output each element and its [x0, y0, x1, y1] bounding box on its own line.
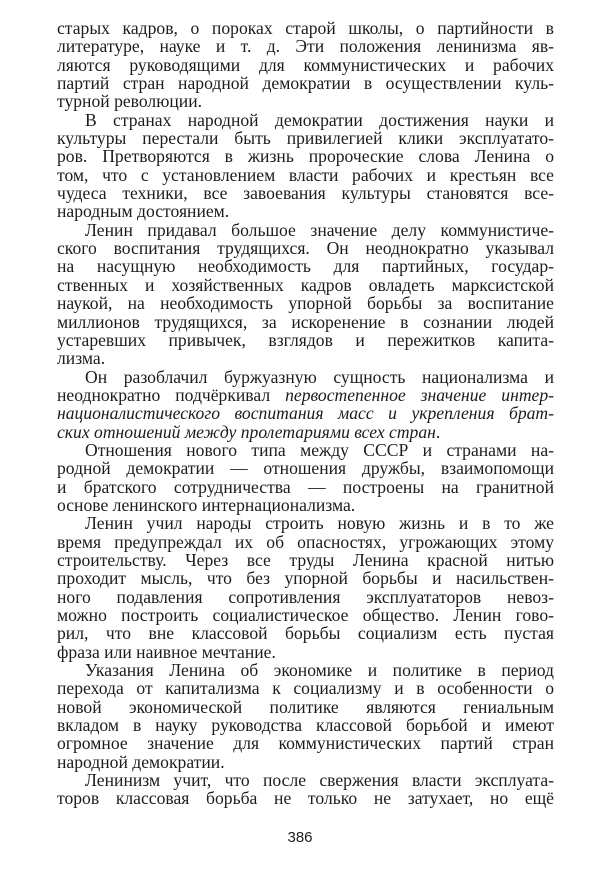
text-line	[57, 753, 554, 771]
text-segment: ского воспитания трудящихся. Он неоднократно указывал	[57, 238, 554, 259]
text-line	[57, 92, 554, 110]
text-line	[57, 459, 554, 477]
text-line	[57, 661, 554, 679]
text-segment: неоднократно подчёркивал	[57, 384, 286, 405]
text-line	[57, 789, 554, 807]
text-segment: ственных и хозяйственных кадров овладеть марксистской	[57, 274, 554, 295]
text-segment: ров. Претворяются в жизнь пророческие слова Ленина о	[57, 146, 554, 167]
italic-text: националистического воспитания масс и укрепления брат-	[57, 403, 554, 424]
text-line	[57, 74, 554, 92]
text-line	[57, 368, 554, 386]
italic-text: первостепенное значение интер-	[285, 384, 554, 405]
text-segment: чудеса техники, все завоевания культуры становятся все-	[57, 183, 554, 204]
text-line	[57, 56, 554, 74]
text-segment: торов классовая борьба не только не затухает, но ещё	[57, 788, 554, 809]
text-segment: строительству. Через все труды Ленина красной нитью	[57, 549, 554, 570]
text-line	[57, 111, 554, 129]
paragraph	[57, 19, 554, 111]
text-line	[57, 313, 554, 331]
text-segment: ного подавления сопротивления эксплуататоров невоз-	[57, 586, 554, 607]
text-segment: ляются руководящими для коммунистических и рабочих	[57, 54, 554, 75]
paragraph	[57, 441, 554, 514]
text-line	[57, 606, 554, 624]
text-segment: можно построить социалистическое общество. Ленин гово-	[57, 605, 554, 625]
text-line	[57, 37, 554, 55]
text-segment: проходит мысль, что без упорной борьбы и насильствен-	[57, 568, 554, 589]
text-segment: на насущную необходимость для партийных, государ-	[57, 256, 554, 277]
text-line	[57, 679, 554, 697]
text-line	[57, 734, 554, 752]
text-segment: Указания Ленина об экономике и политике в период	[85, 660, 554, 681]
text-line	[57, 257, 554, 275]
text-line	[57, 698, 554, 716]
text-line	[57, 716, 554, 734]
text-segment: родной демократии — отношения дружбы, взаимопомощи	[57, 458, 554, 479]
text-segment: вкладом в науку руководства классовой борьбой и имеют	[57, 715, 554, 736]
text-line	[57, 551, 554, 569]
text-line	[57, 221, 554, 239]
text-line	[57, 294, 554, 312]
text-line	[57, 643, 554, 661]
text-segment: миллионов трудящихся, за искоренение в сознании людей	[57, 311, 554, 332]
text-line	[57, 166, 554, 184]
text-line	[57, 496, 554, 514]
text-line	[57, 404, 554, 422]
text-segment: старых кадров, о пороках старой школы, о партийности в	[57, 18, 554, 38]
text-line	[57, 147, 554, 165]
text-segment: литературе, науке и т. д. Эти положения ленинизма яв-	[57, 36, 554, 57]
text-segment: народным достоянием.	[57, 201, 230, 222]
text-segment: Он разоблачил буржуазную сущность национализма и	[85, 366, 554, 387]
text-line	[57, 276, 554, 294]
paragraph	[57, 514, 554, 661]
text-line	[57, 478, 554, 496]
text-line	[57, 331, 554, 349]
text-segment: перехода от капитализма к социализму и в особенности о	[57, 678, 554, 699]
text-segment: Ленин придавал большое значение делу коммунистиче-	[85, 219, 554, 240]
text-segment: Ленин учил народы строить новую жизнь и в то же	[85, 513, 554, 534]
text-segment: устаревших привычек, взглядов и пережитков капита-	[57, 329, 554, 350]
text-line	[57, 588, 554, 606]
text-line	[57, 569, 554, 587]
paragraph	[57, 661, 554, 771]
text-line	[57, 239, 554, 257]
text-segment: культуры перестали быть привилегией клики эксплуатато-	[57, 128, 554, 149]
text-line	[57, 533, 554, 551]
text-segment: огромное значение для коммунистических партий стран	[57, 733, 554, 754]
italic-text: ских отношений между пролетариями всех стран	[57, 421, 436, 442]
paragraph	[57, 368, 554, 441]
text-segment: турной революции.	[57, 91, 203, 112]
paragraph	[57, 111, 554, 221]
text-segment: время предупреждал их об опасностях, угрожающих этому	[57, 531, 554, 552]
page-number: 386	[287, 829, 313, 846]
text-line	[57, 19, 554, 37]
text-segment: В странах народной демократии достижения науки и	[85, 109, 554, 130]
text-segment: новой экономической политике являются гениальным	[57, 696, 554, 717]
text-line	[57, 349, 554, 367]
page-body	[57, 19, 554, 808]
text-segment: Ленинизм учит, что после свержения власти эксплуата-	[85, 770, 554, 791]
text-segment: лизма.	[57, 348, 106, 369]
paragraph	[57, 771, 554, 808]
text-segment: Отношения нового типа между СССР и странами на-	[85, 439, 554, 460]
text-line	[57, 771, 554, 789]
text-segment: наукой, на необходимость упорной борьбы за воспитание	[57, 293, 554, 314]
text-line	[57, 129, 554, 147]
text-segment: рил, что вне классовой борьбы социализм есть пустая	[57, 623, 554, 644]
text-line	[57, 423, 554, 441]
text-segment: и братского сотрудничества — построены на гранитной	[57, 476, 554, 497]
text-line	[57, 624, 554, 642]
text-line	[57, 514, 554, 532]
text-line	[57, 386, 554, 404]
text-segment: партий стран народной демократии в осуществлении куль-	[57, 73, 554, 94]
text-segment: основе ленинского интернационализма.	[57, 494, 356, 515]
paragraph	[57, 221, 554, 368]
text-line	[57, 202, 554, 220]
text-line	[57, 441, 554, 459]
text-line	[57, 184, 554, 202]
text-segment: .	[435, 421, 441, 442]
text-segment: фраза или наивное мечтание.	[57, 641, 276, 662]
text-segment: народной демократии.	[57, 751, 225, 772]
text-segment: том, что с установлением власти рабочих и крестьян все	[57, 164, 554, 185]
